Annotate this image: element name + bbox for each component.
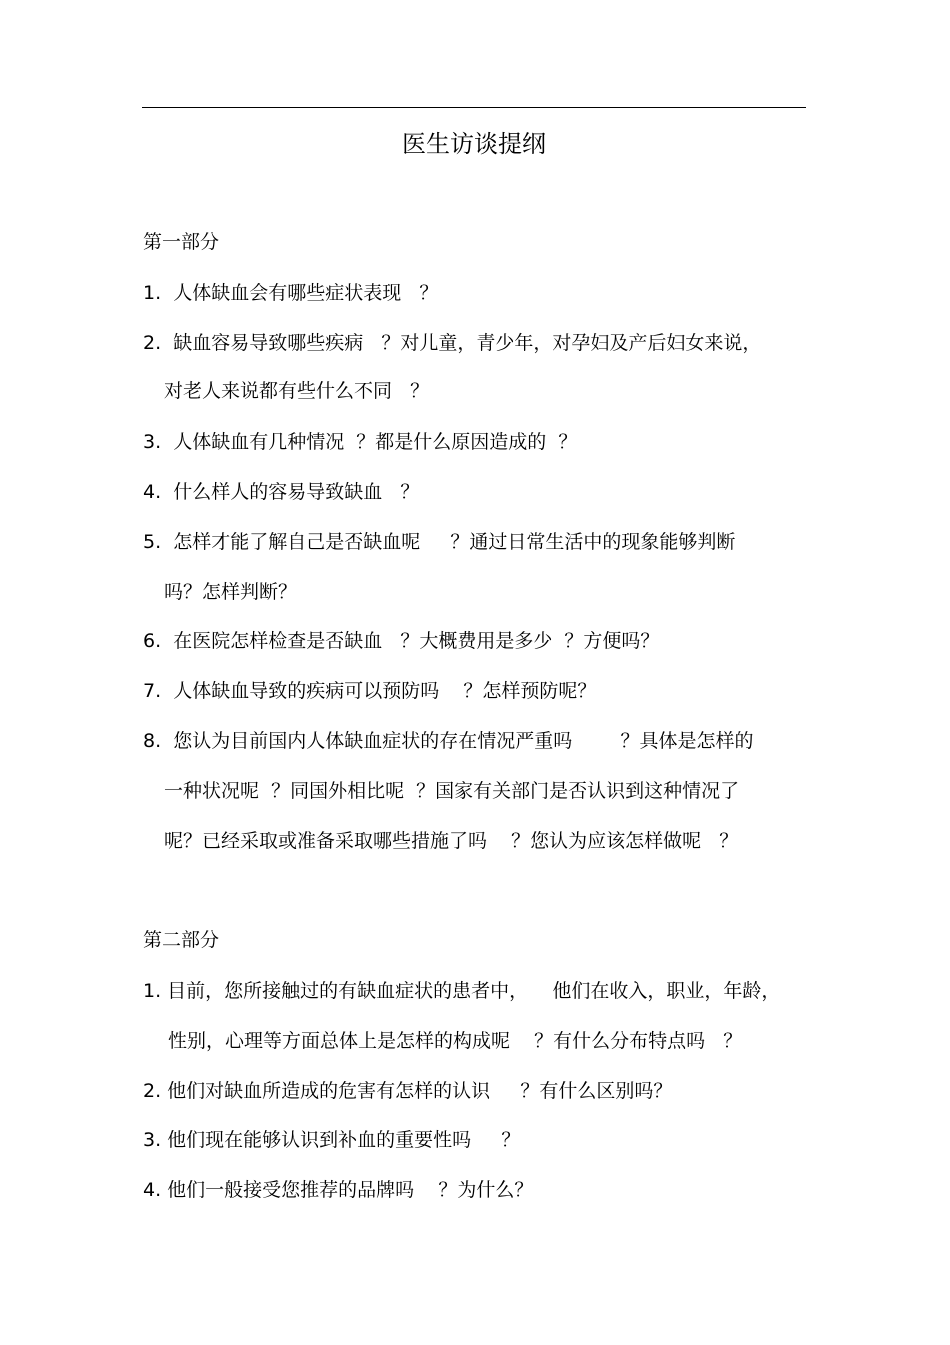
part2-question-4: 4. 他们一般接受您推荐的品牌吗 ？为什么？: [143, 1179, 534, 1201]
part1-question-7: 7. 人体缺血导致的疾病可以预防吗 ？怎样预防呢？: [143, 680, 597, 702]
part1-question-5: 5. 怎样才能了解自己是否缺血呢 ？通过日常生活中的现象能够判断: [143, 531, 736, 553]
part1-question-5-cont: 吗？怎样判断？: [164, 581, 298, 603]
part2-question-3: 3. 他们现在能够认识到补血的重要性吗 ？: [143, 1129, 521, 1151]
part2-question-1-cont: 性别，心理等方面总体上是怎样的构成呢 ？有什么分布特点吗 ？: [168, 1030, 743, 1052]
part2-question-2: 2. 他们对缺血所造成的危害有怎样的认识 ？有什么区别吗？: [143, 1080, 673, 1102]
part1-question-4: 4. 什么样人的容易导致缺血 ？: [143, 481, 420, 503]
part2-question-1: 1. 目前，您所接触过的有缺血症状的患者中， 他们在收入，职业，年龄，: [143, 980, 781, 1002]
part1-question-3: 3. 人体缺血有几种情况 ？都是什么原因造成的 ？: [143, 431, 578, 453]
section-heading-part2: 第二部分: [143, 929, 220, 951]
part1-question-2-cont: 对老人来说都有些什么不同 ？: [164, 380, 430, 402]
part1-question-6: 6. 在医院怎样检查是否缺血 ？大概费用是多少 ？方便吗？: [143, 630, 660, 652]
page-title: 医生访谈提纲: [402, 130, 546, 158]
part1-question-1: 1. 人体缺血会有哪些症状表现 ？: [143, 282, 439, 304]
part1-question-8: 8. 您认为目前国内人体缺血症状的存在情况严重吗 ？具体是怎样的: [143, 730, 754, 752]
part1-question-2: 2. 缺血容易导致哪些疾病 ？对儿童，青少年，对孕妇及产后妇女来说，: [143, 332, 762, 354]
top-rule: [142, 107, 806, 108]
part1-question-8-cont1: 一种状况呢 ？同国外相比呢 ？国家有关部门是否认识到这种情况了: [164, 780, 740, 802]
section-heading-part1: 第一部分: [143, 231, 220, 253]
part1-question-8-cont2: 呢？已经采取或准备采取哪些措施了吗 ？您认为应该怎样做呢 ？: [164, 830, 739, 852]
